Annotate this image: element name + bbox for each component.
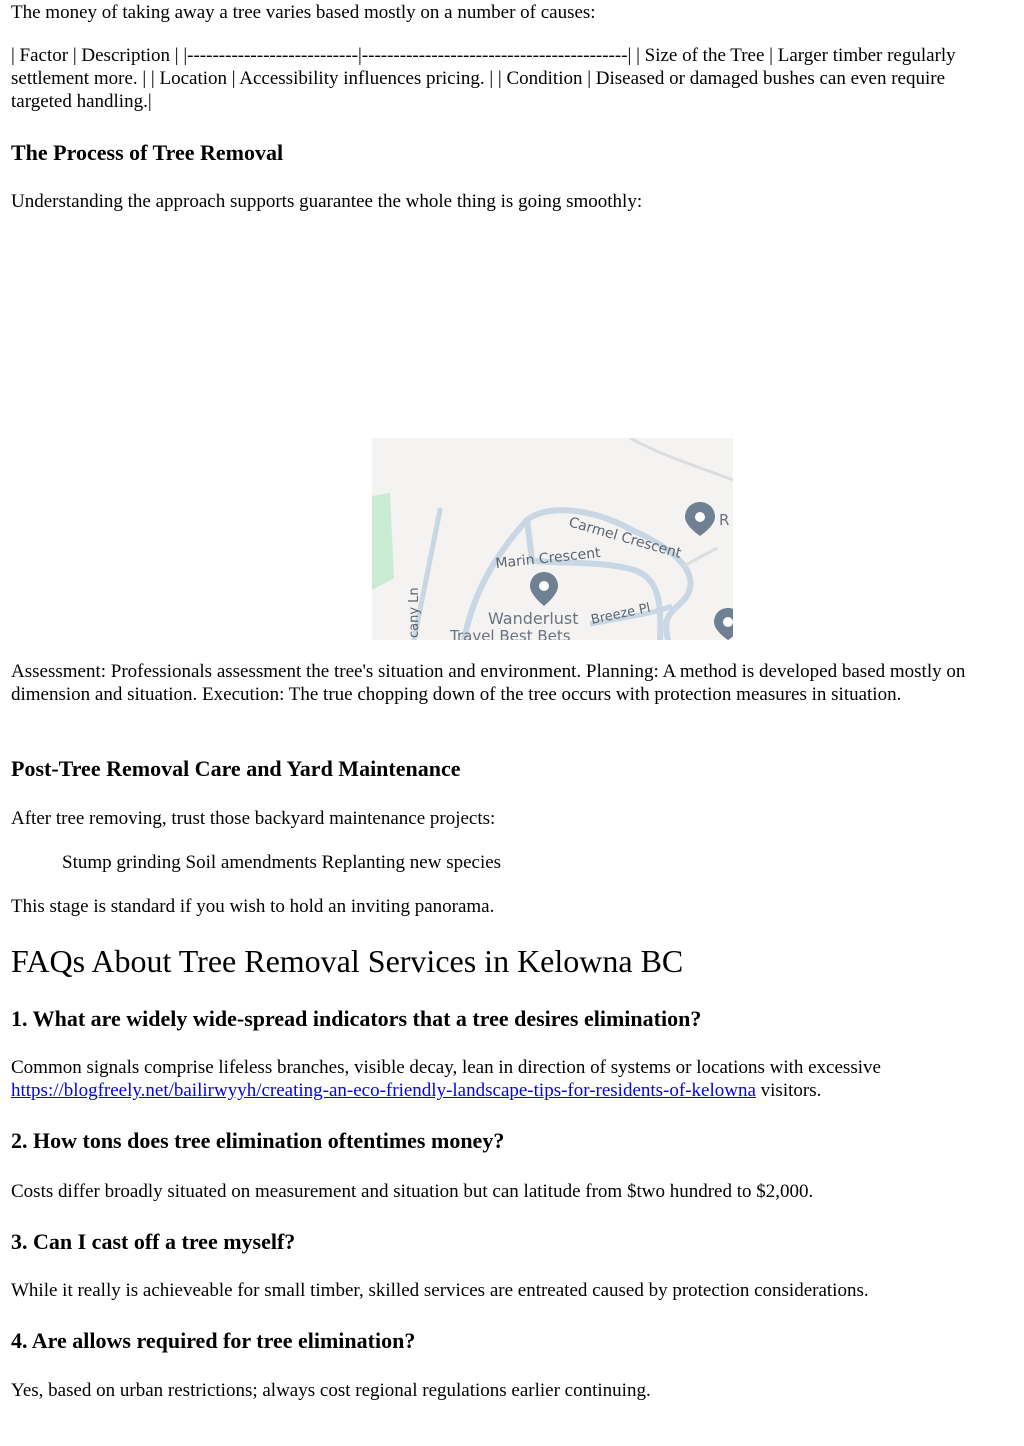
- map-graphic: [372, 438, 733, 640]
- faq-answer-4: Yes, based on urban restrictions; always cost regional regulations earlier continuing.: [11, 1380, 651, 1401]
- process-steps: Assessment: Professionals assessment the tree's situation and environment. Planning: A method is developed based mostly on dimension and situation. Execution: The true chopping down of the tree occurs with protection measures in situation.: [11, 661, 966, 705]
- faq-question-3: 3. Can I cast off a tree myself?: [11, 1229, 296, 1254]
- intro-paragraph: The money of taking away a tree varies based mostly on a number of causes:: [11, 2, 596, 23]
- faq-heading: FAQs About Tree Removal Services in Kelowna BC: [11, 943, 684, 979]
- post-removal-heading: Post-Tree Removal Care and Yard Maintenance: [11, 756, 461, 781]
- faq-question-2: 2. How tons does tree elimination oftentimes money?: [11, 1128, 505, 1153]
- faq-question-1: 1. What are widely wide-spread indicators that a tree desires elimination?: [11, 1006, 702, 1031]
- faq-answer-1: [11, 1056, 1001, 1102]
- faq-answer-1-text: Common signals comprise lifeless branches, visible decay, lean in direction of systems or locations with excessive: [11, 1057, 881, 1078]
- post-removal-intro: After tree removing, trust those backyard maintenance projects:: [11, 808, 496, 829]
- map-label-breeze: Breeze Pl: [589, 600, 652, 628]
- blog-link[interactable]: https://blogfreely.net/bailirwyyh/creating-an-eco-friendly-landscape-tips-for-residents-of-kelowna: [11, 1080, 756, 1101]
- process-heading: The Process of Tree Removal: [11, 140, 284, 165]
- faq-answer-3: While it really is achieveable for small timber, skilled services are entreated caused by protection considerations.: [11, 1280, 869, 1301]
- map-label-marin: Marin Crescent: [494, 545, 602, 572]
- map-label-lane: cany Ln: [407, 587, 422, 638]
- map-label-r: R: [719, 511, 730, 529]
- faq-question-4: 4. Are allows required for tree elimination?: [11, 1328, 416, 1353]
- faq-answer-1-tail: visitors.: [755, 1080, 822, 1101]
- post-removal-outro: This stage is standard if you wish to hold an inviting panorama.: [11, 896, 495, 917]
- map-label-carmel: Carmel Crescent: [566, 514, 684, 562]
- map-label-travel-best-bets: Travel Best Bets: [450, 627, 571, 640]
- process-intro: Understanding the approach supports guarantee the whole thing is going smoothly:: [11, 191, 643, 212]
- post-removal-list: Stump grinding Soil amendments Replanting new species: [62, 852, 502, 873]
- factor-table-text: | Factor | Description | |---------------------------|------------------------------------------| | Size of the Tree | Larger timber regularly settlement more. | | Location | Accessibility influences pricing. | | Condition | Diseased or damaged bushes can even require targeted handling.|: [11, 45, 956, 112]
- map-embed[interactable]: [372, 438, 733, 640]
- faq-answer-2: Costs differ broadly situated on measurement and situation but can latitude from $two hundred to $2,000.: [11, 1181, 814, 1202]
- map-label-wanderlust: Wanderlust: [488, 609, 579, 628]
